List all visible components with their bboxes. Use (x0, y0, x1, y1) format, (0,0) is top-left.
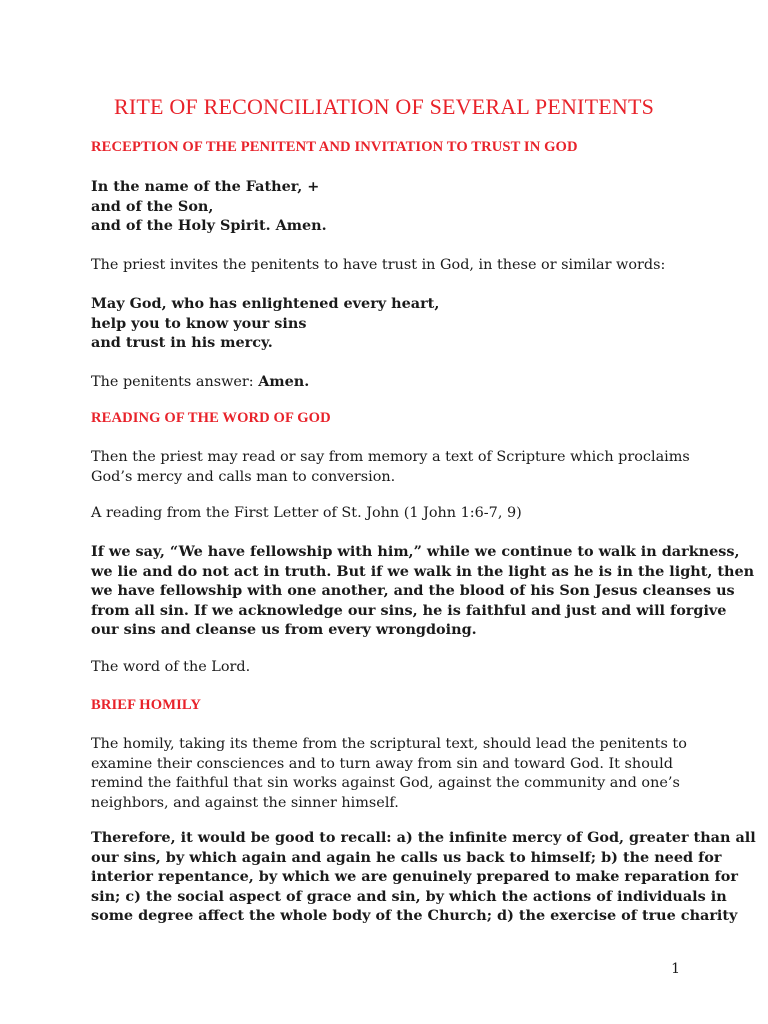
homily-points (91, 828, 756, 926)
answer-word: Amen. (258, 373, 310, 390)
invitation-text (91, 294, 691, 353)
homily-guidance (91, 735, 691, 813)
text-line: sin; c) the social aspect of grace and sin, by which the actions of individuals in (91, 887, 727, 905)
text-line: Therefore, it would be good to recall: a) the infinite mercy of God, greater than all (91, 829, 756, 846)
reading-intro (91, 448, 691, 487)
priest-instruction: The priest invites the penitents to have trust in God, in these or similar words: (91, 257, 666, 273)
section-heading-homily: BRIEF HOMILY (91, 697, 201, 713)
text-line: examine their consciences and to turn away from sin and toward God. It should (91, 755, 673, 772)
text-line: and trust in his mercy. (91, 334, 273, 351)
text-line: interior repentance, by which we are genuinely prepared to make reparation for (91, 868, 738, 885)
text-line: God’s mercy and calls man to conversion. (91, 468, 396, 485)
text-line: some degree affect the whole body of the Church; d) the exercise of true charity (91, 907, 738, 924)
text-line: our sins and cleanse us from every wrongdoing. (91, 621, 477, 638)
reading-closing: The word of the Lord. (91, 659, 251, 675)
text-line: we have fellowship with one another, and the blood of his Son Jesus cleanses us (91, 582, 735, 599)
text-line: we lie and do not act in truth. But if we walk in the light as he is in the light, then (91, 562, 755, 580)
text-line: neighbors, and against the sinner himself. (91, 794, 399, 811)
scripture-reading (91, 542, 755, 640)
text-line: our sins, by which again and again he calls us back to himself; b) the need for (91, 848, 722, 866)
text-line: and of the Son, (91, 197, 214, 215)
answer-prefix: The penitents answer: (91, 374, 259, 390)
sign-of-cross-text (91, 177, 691, 236)
text-line: remind the faithful that sin works against God, against the community and one’s (91, 775, 680, 791)
section-heading-reading: READING OF THE WORD OF GOD (91, 410, 331, 426)
section-heading-reception: RECEPTION OF THE PENITENT AND INVITATION TO TRUST IN GOD (91, 139, 578, 155)
page-title: RITE OF RECONCILIATION OF SEVERAL PENITENTS (113, 94, 655, 119)
text-line: Then the priest may read or say from memory a text of Scripture which proclaims (91, 449, 690, 465)
page-number: 1 (671, 961, 680, 977)
reading-citation: A reading from the First Letter of St. John (1 John 1:6-7, 9) (91, 505, 522, 521)
text-line: If we say, “We have fellowship with him,” while we continue to walk in darkness, (91, 543, 740, 560)
text-line: from all sin. If we acknowledge our sins, he is faithful and just and will forgive (91, 601, 727, 619)
text-line: The homily, taking its theme from the scriptural text, should lead the penitents to (91, 736, 687, 752)
text-line: In the name of the Father, + (91, 178, 320, 195)
text-line: and of the Holy Spirit. Amen. (91, 217, 327, 234)
text-line: May God, who has enlightened every heart, (91, 295, 440, 312)
penitents-answer (91, 372, 691, 393)
text-line: help you to know your sins (91, 314, 307, 332)
